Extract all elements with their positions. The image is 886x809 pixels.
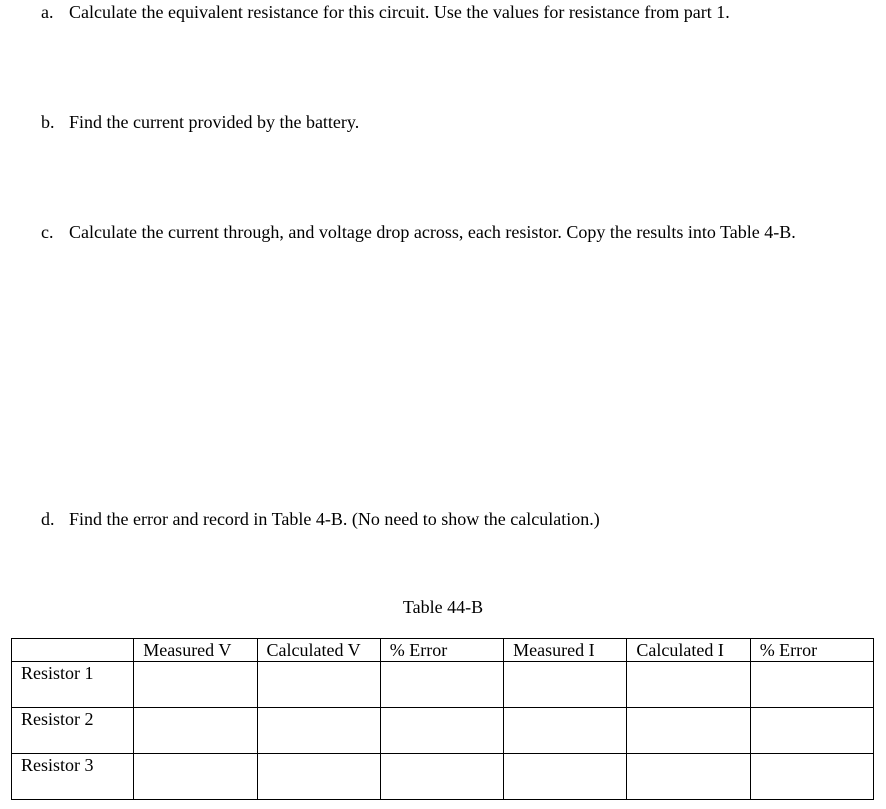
table-header-row <box>12 639 874 662</box>
table-cell[interactable] <box>504 662 627 708</box>
table-cell[interactable] <box>257 662 380 708</box>
table-cell[interactable] <box>257 754 380 800</box>
table-row <box>12 754 874 800</box>
row-label: Resistor 1 <box>12 662 134 708</box>
table-caption: Table 44-B <box>402 597 484 617</box>
table-cell[interactable] <box>134 708 257 754</box>
table-cell[interactable] <box>627 754 750 800</box>
results-table <box>11 638 874 800</box>
table-header-measured-i: Measured I <box>504 639 627 662</box>
table-row <box>12 662 874 708</box>
table-header-calculated-i: Calculated I <box>627 639 750 662</box>
table-cell[interactable] <box>627 708 750 754</box>
table-header-corner <box>12 639 134 662</box>
table-header-error-v: % Error <box>380 639 503 662</box>
question-text: Find the error and record in Table 4-B. (No need to show the calculation.) <box>69 509 600 529</box>
table-header-calculated-v: Calculated V <box>257 639 380 662</box>
table-cell[interactable] <box>134 754 257 800</box>
table-cell[interactable] <box>134 662 257 708</box>
question-text: Calculate the current through, and voltage drop across, each resistor. Copy the results into Table 4-B. <box>69 222 796 242</box>
table-cell[interactable] <box>380 754 503 800</box>
question-letter: b. <box>41 112 55 132</box>
question-text: Calculate the equivalent resistance for this circuit. Use the values for resistance from part 1. <box>69 2 730 22</box>
table-cell[interactable] <box>257 708 380 754</box>
table-header-error-i: % Error <box>750 639 873 662</box>
table-cell[interactable] <box>504 754 627 800</box>
table-cell[interactable] <box>750 708 873 754</box>
table-cell[interactable] <box>750 662 873 708</box>
table-cell[interactable] <box>627 662 750 708</box>
question-letter: d. <box>41 509 55 529</box>
table-header-measured-v: Measured V <box>134 639 257 662</box>
table-cell[interactable] <box>750 754 873 800</box>
table-cell[interactable] <box>504 708 627 754</box>
question-letter: c. <box>41 222 54 242</box>
table-row <box>12 708 874 754</box>
row-label: Resistor 2 <box>12 708 134 754</box>
row-label: Resistor 3 <box>12 754 134 800</box>
table-cell[interactable] <box>380 662 503 708</box>
question-text: Find the current provided by the battery. <box>69 112 360 132</box>
question-letter: a. <box>41 2 54 22</box>
table-cell[interactable] <box>380 708 503 754</box>
